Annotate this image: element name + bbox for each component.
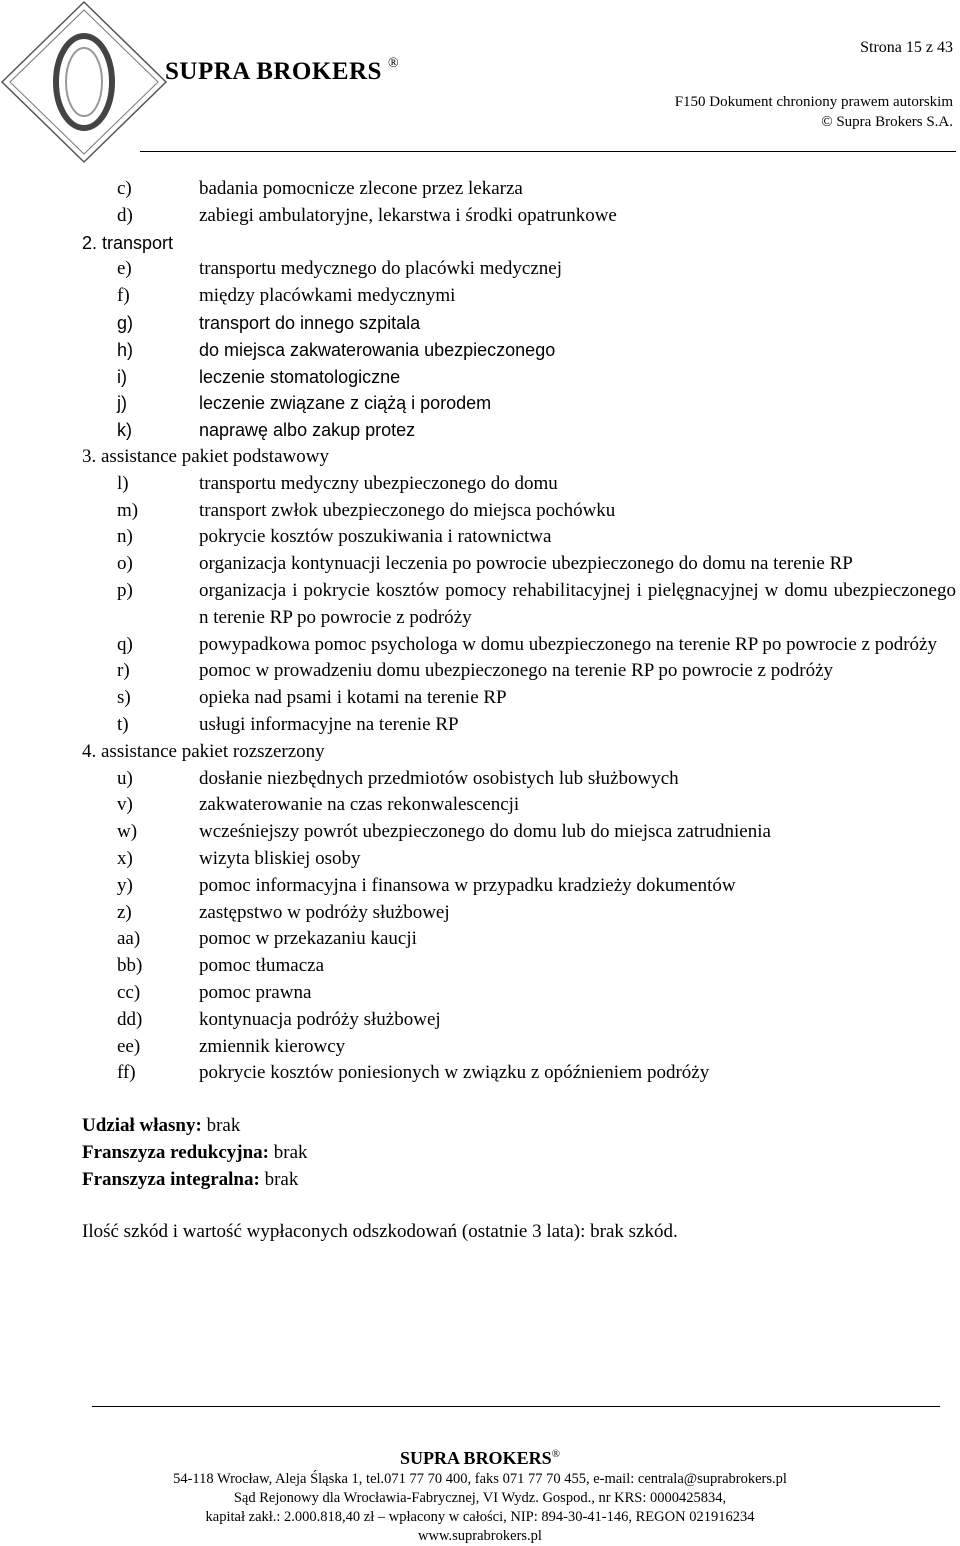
header-brand-name: SUPRA BROKERS [165, 58, 382, 85]
list-item-text: zakwaterowanie na czas rekonwalescencji [199, 794, 520, 816]
list-item-text: kontynuacja podróży służbowej [199, 1008, 441, 1030]
oval-logo-icon [0, 0, 170, 165]
list-item [82, 1060, 956, 1087]
list-item-label: s) [117, 687, 131, 709]
list-top [82, 176, 956, 230]
spacer [82, 1087, 956, 1113]
list-item-text: zastępstwo w podróży służbowej [199, 901, 450, 923]
list-item [82, 792, 956, 819]
list-item [82, 578, 956, 632]
list-item-text: opieka nad psami i kotami na terenie RP [199, 687, 507, 709]
list-item-text: powypadkowa pomoc psychologa w domu ubezpieczonego na terenie RP po powrocie z podróży [199, 633, 937, 655]
list-item-text: transportu medyczny ubezpieczonego do domu [199, 472, 558, 494]
footer-divider [92, 1406, 940, 1407]
footer-capital: kapitał zakł.: 2.000.818,40 zł – wpłacony w całości, NIP: 894-30-41-146, REGON 021916234 [205, 1509, 755, 1525]
list-item [82, 390, 956, 417]
list-item-label: e) [117, 258, 132, 280]
list-item-label: q) [117, 633, 133, 655]
list-item-label: m) [117, 499, 139, 521]
list-item-text: badania pomocnicze zlecone przez lekarza [199, 178, 523, 199]
list-item [82, 766, 956, 793]
list-item [82, 417, 956, 444]
list-item-label: i) [117, 366, 127, 387]
list-item [82, 203, 956, 230]
list-item [82, 632, 956, 659]
list-item-label: z) [117, 901, 132, 923]
list-item-text: usługi informacyjne na terenie RP [199, 713, 459, 735]
deductible-label: Franszyza integralna: [82, 1168, 260, 1190]
document-notice [675, 92, 953, 132]
document-notice-line2: © Supra Brokers S.A. [821, 114, 953, 130]
deductibles [82, 1113, 956, 1193]
list-item-text: pokrycie kosztów poniesionych w związku z opóźnieniem podróży [199, 1062, 710, 1084]
list-item-label: c) [117, 178, 132, 199]
list-item [82, 364, 956, 391]
list-item-label: x) [117, 847, 133, 869]
list-item-label: n) [117, 526, 133, 548]
list-item-text: do miejsca zakwaterowania ubezpieczonego [199, 339, 556, 360]
footer-court: Sąd Rejonowy dla Wrocławia-Fabrycznej, VI Wydz. Gospod., nr KRS: 0000425834, [233, 1490, 727, 1506]
deductible-label: Udział własny: [82, 1115, 202, 1137]
list-item [82, 498, 956, 525]
list-item-text: transport zwłok ubezpieczonego do miejsca pochówku [199, 499, 616, 521]
list-item [82, 310, 956, 337]
list-item [82, 1007, 956, 1034]
list-item-label: d) [117, 204, 133, 226]
deductible-line [82, 1113, 956, 1140]
claims-statement: Ilość szkód i wartość wypłaconych odszkodowań (ostatnie 3 lata): brak szkód. [82, 1221, 678, 1243]
list-item [82, 712, 956, 739]
list-item-text: zabiegi ambulatoryjne, lekarstwa i środki opatrunkowe [199, 204, 617, 226]
list-item-text: organizacja i pokrycie kosztów pomocy rehabilitacyjnej i pielęgnacyjnej w domu ubezpieczonego n terenie RP po powrocie z podróży [199, 579, 956, 628]
deductible-value: brak [269, 1141, 308, 1163]
list-item [82, 846, 956, 873]
list-item-text: pokrycie kosztów poszukiwania i ratownictwa [199, 526, 552, 548]
list-item-label: v) [117, 794, 133, 816]
list-item-label: aa) [117, 928, 141, 950]
list-item-label: l) [117, 472, 129, 494]
list-item-label: y) [117, 874, 133, 896]
list-item-label: ee) [117, 1035, 141, 1057]
list-item-label: k) [117, 420, 132, 441]
list-item-text: pomoc informacyjna i finansowa w przypadku kradzieży dokumentów [199, 874, 736, 896]
list-item [82, 524, 956, 551]
list-item-label: h) [117, 339, 134, 360]
header-brand-mark: ® [387, 56, 400, 71]
list-item-text: transportu medycznego do placówki medycznej [199, 258, 562, 280]
list-item-text: między placówkami medycznymi [199, 285, 456, 307]
list-transport [82, 256, 956, 444]
list-item [82, 900, 956, 927]
list-item [82, 980, 956, 1007]
list-item [82, 819, 956, 846]
list-item-label: o) [117, 553, 133, 575]
list-item-text: leczenie stomatologiczne [199, 366, 401, 387]
list-item-label: f) [117, 285, 130, 307]
list-item [82, 685, 956, 712]
list-item [82, 283, 956, 310]
footer-brand-mark: ® [551, 1448, 560, 1460]
list-item [82, 256, 956, 283]
list-item-label: r) [117, 660, 130, 682]
list-item-text: leczenie związane z ciążą i porodem [199, 393, 492, 414]
list-item-label: bb) [117, 955, 143, 977]
list-item-label: w) [117, 821, 138, 843]
list-item-text: pomoc w przekazaniu kaucji [199, 928, 417, 950]
list-item-label: g) [117, 312, 134, 333]
deductible-line [82, 1167, 956, 1194]
list-item-text: naprawę albo zakup protez [199, 420, 416, 441]
section-heading-basic: 3. assistance pakiet podstawowy [82, 445, 329, 467]
list-item-text: pomoc w prowadzeniu domu ubezpieczonego na terenie RP po powrocie z podróży [199, 660, 834, 682]
list-item [82, 658, 956, 685]
list-item-text: pomoc tłumacza [199, 955, 325, 977]
list-item-text: wizyta bliskiej osoby [199, 847, 361, 869]
list-extended [82, 766, 956, 1088]
list-item [82, 873, 956, 900]
list-item-text: pomoc prawna [199, 981, 312, 1003]
list-item-text: wcześniejszy powrót ubezpieczonego do domu lub do miejsca zatrudnienia [199, 821, 771, 843]
page-number: Strona 15 z 43 [860, 39, 953, 56]
list-item [82, 551, 956, 578]
list-item [82, 176, 956, 203]
list-item-label: u) [117, 767, 133, 789]
list-item-label: ff) [117, 1062, 136, 1084]
footer-brand [0, 1442, 960, 1470]
list-item [82, 926, 956, 953]
document-body [82, 176, 956, 1246]
section-heading-extended: 4. assistance pakiet rozszerzony [82, 740, 325, 762]
list-item [82, 337, 956, 364]
spacer [82, 1193, 956, 1219]
deductible-value: brak [201, 1115, 241, 1137]
section-heading-transport: 2. transport [82, 232, 174, 253]
deductible-line [82, 1140, 956, 1167]
header-divider [140, 151, 956, 152]
footer-website: www.suprabrokers.pl [418, 1528, 542, 1544]
list-item [82, 953, 956, 980]
list-item-label: cc) [117, 981, 141, 1003]
list-item-label: j) [117, 393, 127, 414]
list-item-text: organizacja kontynuacji leczenia po powrocie ubezpieczonego do domu na terenie RP [199, 553, 853, 575]
list-item-label: p) [117, 579, 133, 601]
header-brand [165, 58, 399, 86]
list-item-label: dd) [117, 1008, 143, 1030]
document-notice-line1: F150 Dokument chroniony prawem autorskim [674, 94, 953, 110]
footer [0, 1442, 960, 1546]
list-item-text: dosłanie niezbędnych przedmiotów osobistych lub służbowych [199, 767, 679, 789]
footer-brand-name: SUPRA BROKERS [400, 1448, 552, 1468]
list-item-label: t) [117, 713, 129, 735]
list-item-text: zmiennik kierowcy [199, 1035, 346, 1057]
list-basic [82, 471, 956, 739]
deductible-value: brak [259, 1168, 299, 1190]
list-item [82, 1034, 956, 1061]
footer-address: 54-118 Wrocław, Aleja Śląska 1, tel.071 77 70 400, faks 071 77 70 455, e-mail: centrala@suprabrokers.pl [173, 1471, 787, 1487]
list-item [82, 471, 956, 498]
deductible-label: Franszyza redukcyjna: [82, 1141, 269, 1163]
list-item-text: transport do innego szpitala [199, 312, 421, 333]
